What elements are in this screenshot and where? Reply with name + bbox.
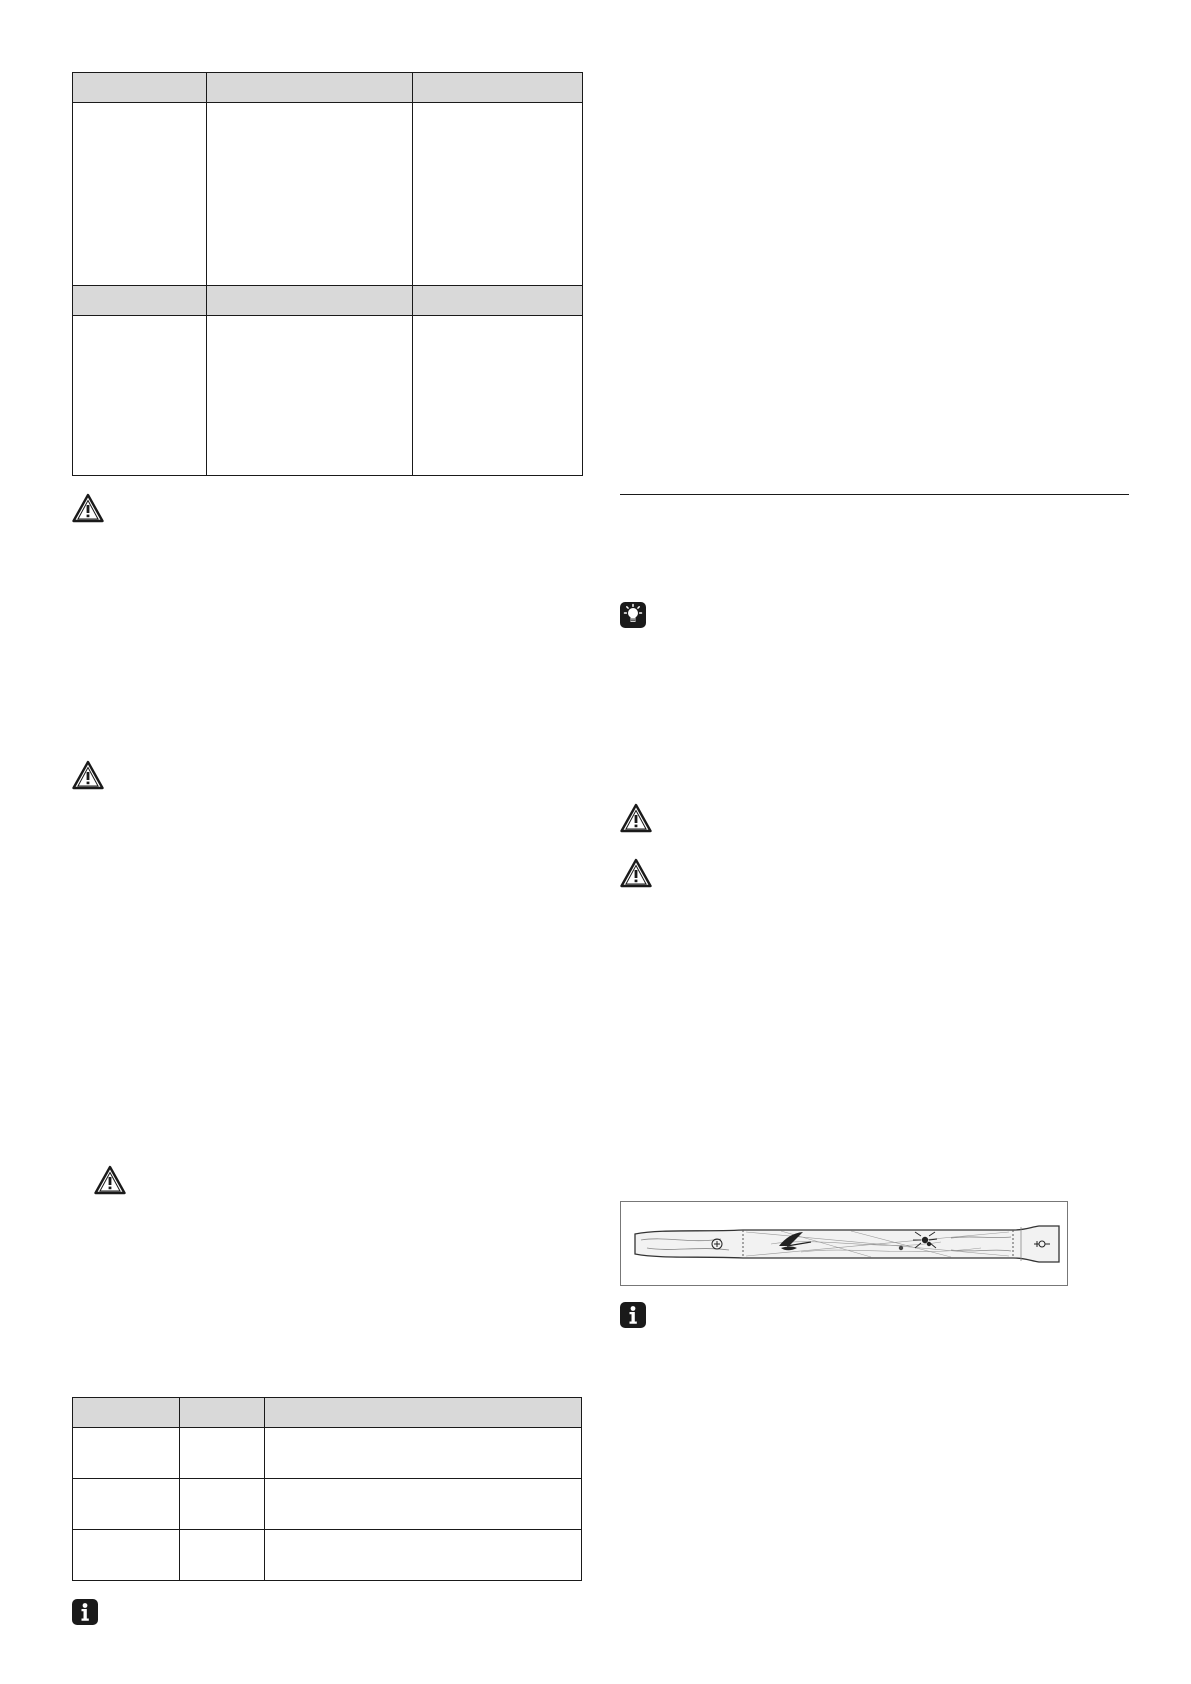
table-row <box>73 316 583 476</box>
table-header-cell <box>73 1398 180 1428</box>
table-cell <box>73 1428 180 1479</box>
table-row <box>73 1530 582 1581</box>
table-cell <box>180 1479 265 1530</box>
table-header-cell <box>180 1398 265 1428</box>
table-cell <box>207 103 413 286</box>
table-cell <box>265 1479 582 1530</box>
table-cell <box>265 1530 582 1581</box>
warning-icon <box>72 493 104 523</box>
table-cell <box>413 316 583 476</box>
table-cell <box>207 316 413 476</box>
table-header-cell <box>207 73 413 103</box>
table-header-row <box>73 1398 582 1428</box>
info-icon <box>620 1302 646 1328</box>
section-divider <box>620 494 1129 495</box>
table-cell <box>73 1479 180 1530</box>
warning-icon <box>94 1165 126 1195</box>
table-cell <box>413 103 583 286</box>
warning-icon <box>72 760 104 790</box>
table-header-cell <box>413 73 583 103</box>
table-cell <box>73 103 207 286</box>
table-header-row <box>73 73 583 103</box>
table-row <box>73 103 583 286</box>
table-row <box>73 1479 582 1530</box>
insect-trap-strip-figure <box>620 1201 1068 1286</box>
table-cell <box>180 1428 265 1479</box>
table-header-cell <box>73 286 207 316</box>
table-header-cell <box>207 286 413 316</box>
lower-table <box>72 1397 582 1581</box>
warning-icon <box>620 803 652 833</box>
table-header-row <box>73 286 583 316</box>
table-header-cell <box>73 73 207 103</box>
table-header-cell <box>413 286 583 316</box>
warning-icon <box>620 858 652 888</box>
table-cell <box>73 316 207 476</box>
table-header-cell <box>265 1398 582 1428</box>
table-cell <box>73 1530 180 1581</box>
table-cell <box>180 1530 265 1581</box>
info-icon <box>72 1599 98 1625</box>
upper-table <box>72 72 583 476</box>
table-cell <box>265 1428 582 1479</box>
tip-icon <box>620 602 646 628</box>
table-row <box>73 1428 582 1479</box>
